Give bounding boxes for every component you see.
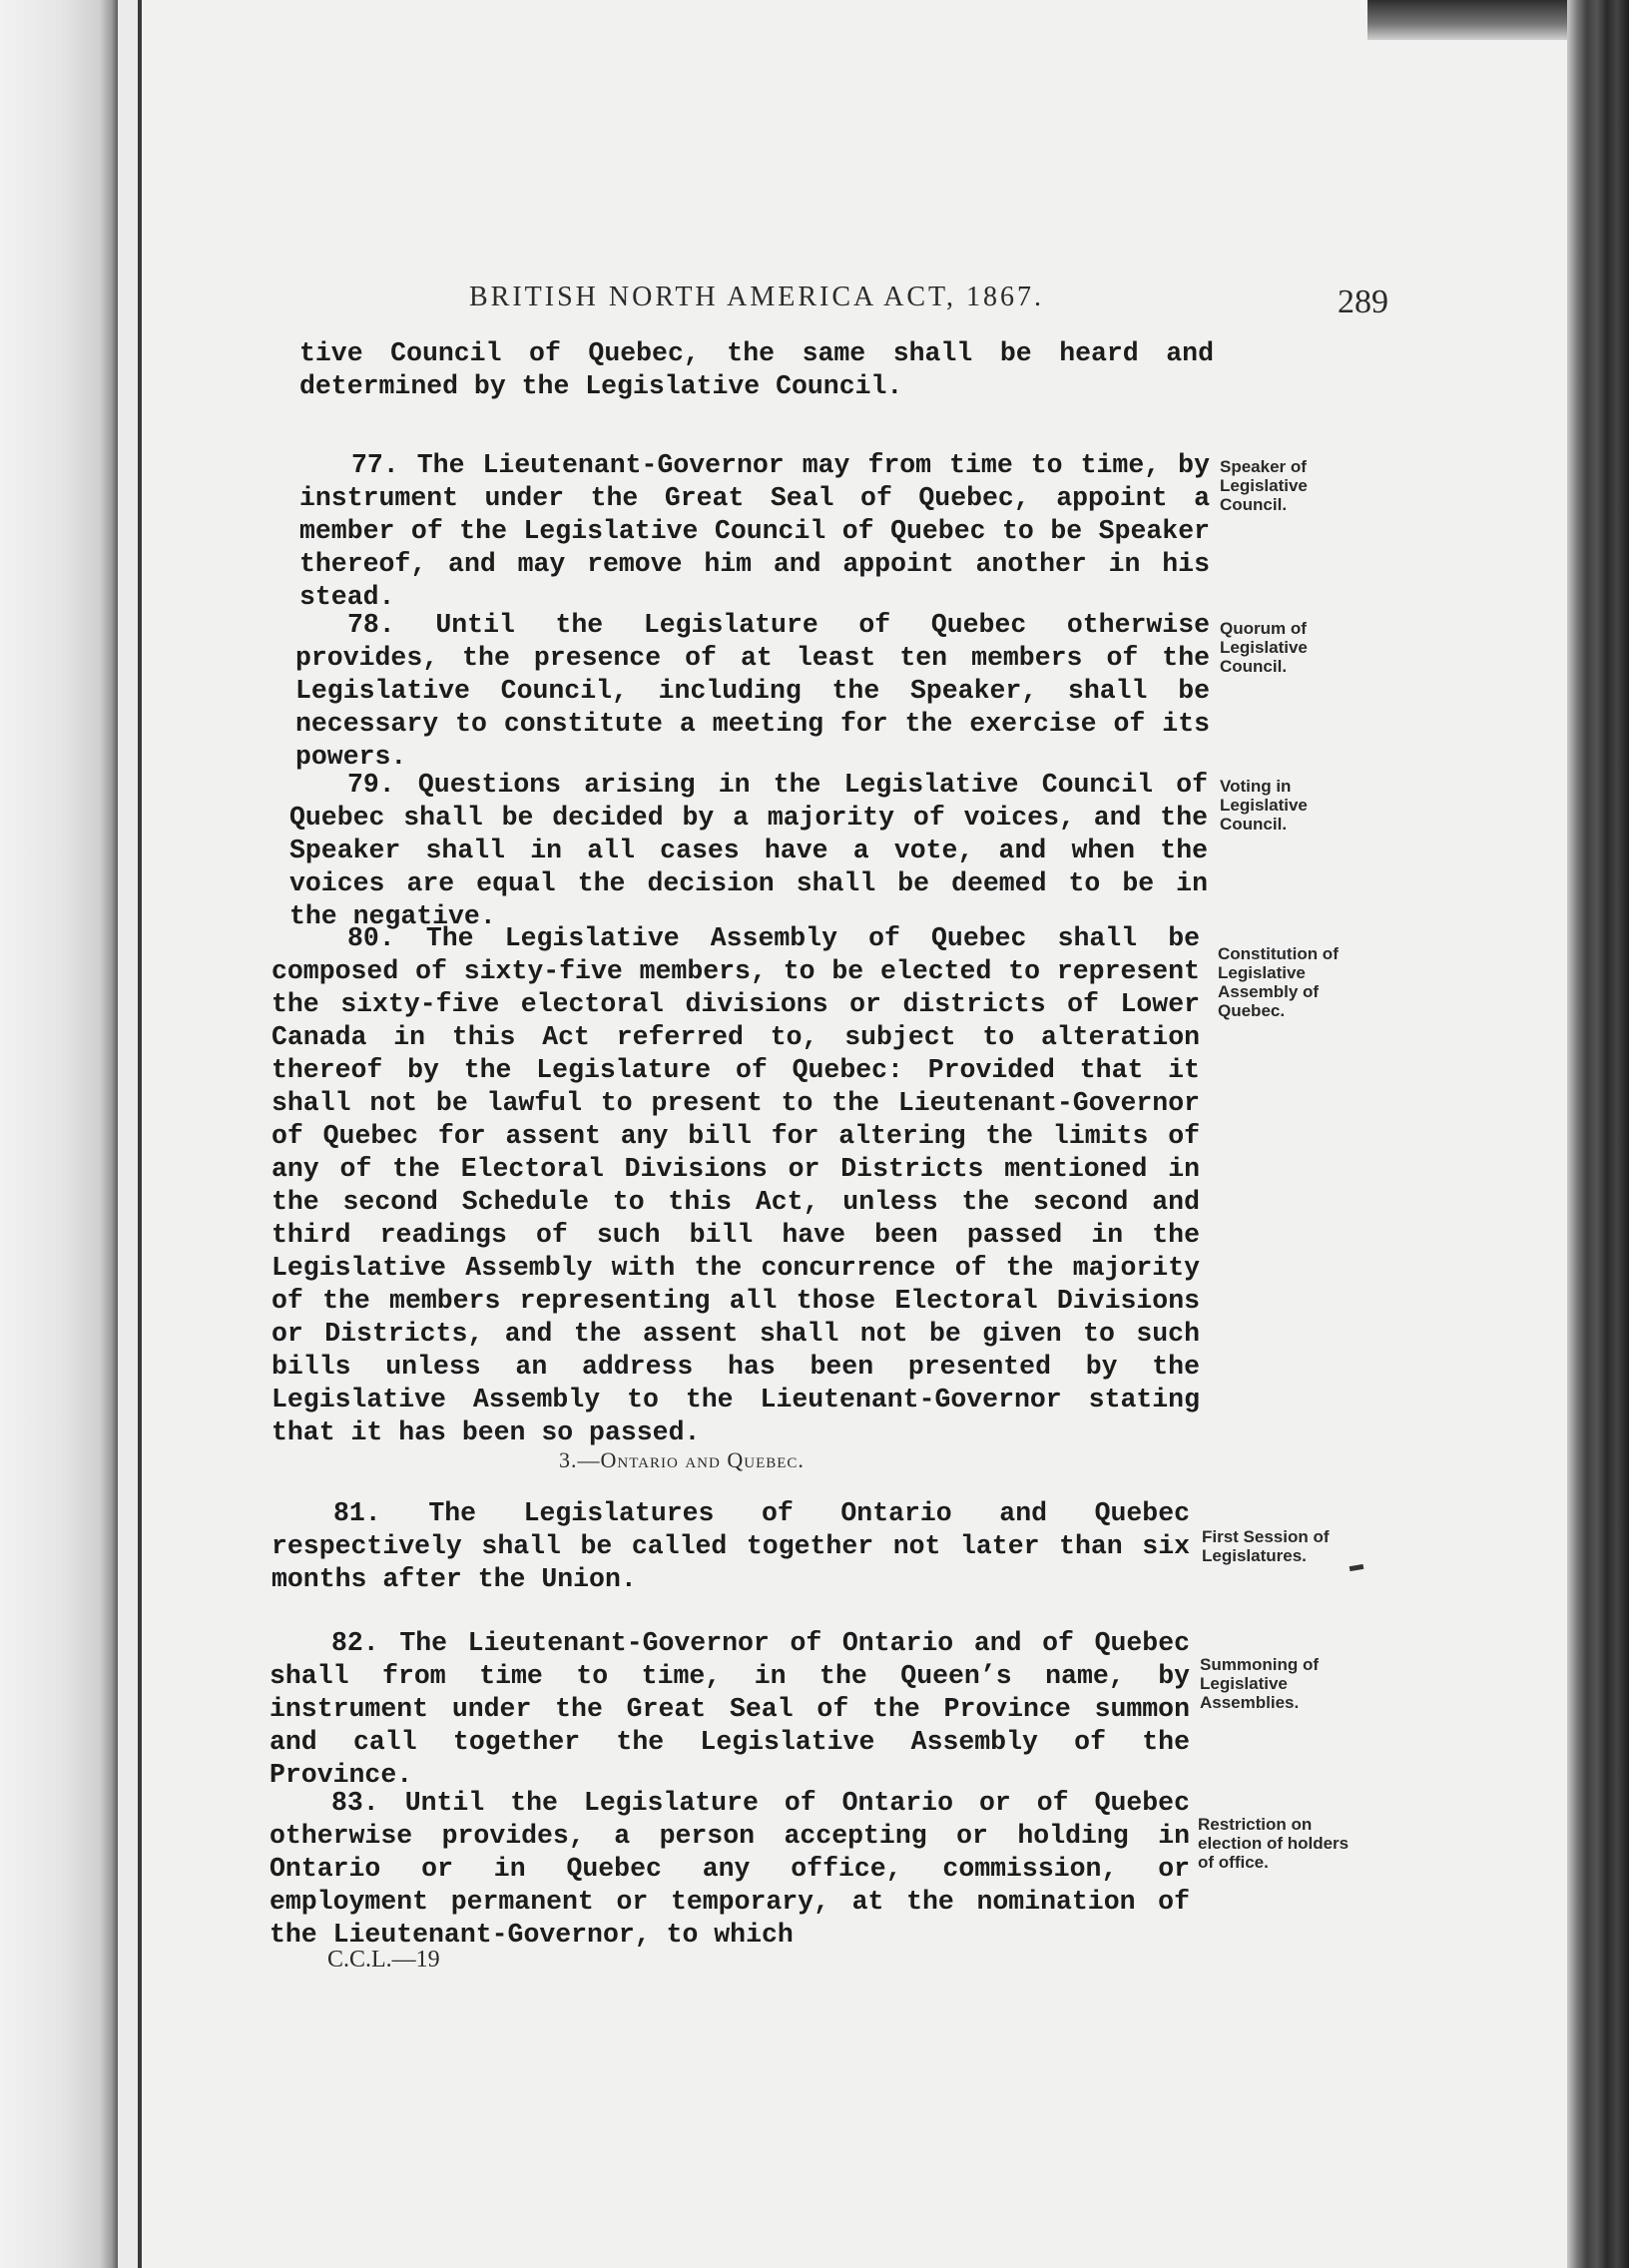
section-83 xyxy=(270,1787,1190,1952)
section-number: 79. xyxy=(347,770,395,800)
section-heading: 3.—Ontario and Quebec. xyxy=(559,1447,805,1472)
section-78 xyxy=(295,609,1210,774)
previous-page-edge xyxy=(0,0,118,2268)
paragraph-text: The Legislatures of Ontario and Quebec respectively shall be called together not later than six months after the Union. xyxy=(272,1498,1190,1594)
margin-note-83: Restriction on election of holders of office. xyxy=(1198,1815,1350,1872)
paragraph-text: The Lieutenant-Governor may from time to time, by instrument under the Great Seal of Quebec, appoint a member of the Legislative Council of Quebec to be Speaker thereof, and may remove him and appoint another in his stead. xyxy=(299,450,1210,612)
section-number: 81. xyxy=(333,1498,381,1528)
section-79 xyxy=(289,769,1208,933)
section-80 xyxy=(272,922,1200,1449)
section-82 xyxy=(270,1627,1190,1792)
section-number: 78. xyxy=(347,610,395,640)
section-number: 83. xyxy=(331,1788,379,1818)
paragraph-continuation xyxy=(299,337,1214,403)
margin-note-79: Voting in Legislative Council. xyxy=(1220,777,1308,834)
paragraph-text: Until the Legislature of Ontario or of Quebec otherwise provides, a person accepting or holding in Ontario or in Quebec any office, commission, or employment permanent or temporary, at the nomination of the Lieutenant-Governor, to which xyxy=(270,1788,1190,1950)
paragraph-text: The Legislative Assembly of Quebec shall be composed of sixty-five members, to be elected to represent the sixty-five electoral divisions or districts of Lower Canada in this Act referred to, subject to alteration thereof by the Legislature of Quebec: Provided that it shall not be lawful to present to the Lieutenant-Governor of Quebec for assent any bill for altering the limits of any of the Electoral Divisions or Districts mentioned in the second Schedule to this Act, unless the second and third readings of such bill have been passed in the Legislative Assembly with the concurrence of the majority of the members representing all those Electoral Divisions or Districts, and the assent shall not be given to such bills unless an address has been presented by the Legislative Assembly to the Lieutenant-Governor stating that it has been so passed. xyxy=(272,923,1201,1447)
section-number: 82. xyxy=(331,1628,379,1658)
book-binding-edge xyxy=(1567,0,1629,2268)
page-number: 289 xyxy=(1338,284,1388,320)
running-head: BRITISH NORTH AMERICA ACT, 1867. xyxy=(469,282,1045,312)
paragraph-text: Questions arising in the Legislative Council of Quebec shall be decided by a majority of voices, and the Speaker shall in all cases have a vote, and when the voices are equal the decision shall be deemed to be in the negative. xyxy=(289,770,1209,931)
section-81 xyxy=(272,1497,1190,1596)
section-number: 80. xyxy=(347,923,395,953)
margin-note-77: Speaker of Legislative Council. xyxy=(1220,457,1308,514)
margin-note-80: Constitution of Legislative Assembly of Quebec. xyxy=(1218,944,1339,1020)
paragraph-text: Until the Legislature of Quebec otherwise provides, the presence of at least ten members of the Legislative Council, including the Speaker, shall be necessary to constitute a meeting for the exercise of its powers. xyxy=(295,610,1210,772)
paragraph-text: The Lieutenant-Governor of Ontario and of Quebec shall from time to time, in the Queen’s name, by instrument under the Great Seal of the Province summon and call together the Legislative Assembly of the Province. xyxy=(270,1628,1190,1790)
page-corner-shadow xyxy=(1367,0,1567,40)
paragraph-text: tive Council of Quebec, the same shall be heard and determined by the Legislative Council. xyxy=(299,338,1214,401)
margin-note-81: First Session of Legislatures. xyxy=(1202,1527,1330,1565)
margin-note-82: Summoning of Legislative Assemblies. xyxy=(1200,1655,1319,1712)
printer-signature: C.C.L.—19 xyxy=(327,1947,440,1973)
margin-note-78: Quorum of Legislative Council. xyxy=(1220,619,1308,676)
section-number: 77. xyxy=(351,450,399,480)
section-77 xyxy=(299,449,1210,614)
